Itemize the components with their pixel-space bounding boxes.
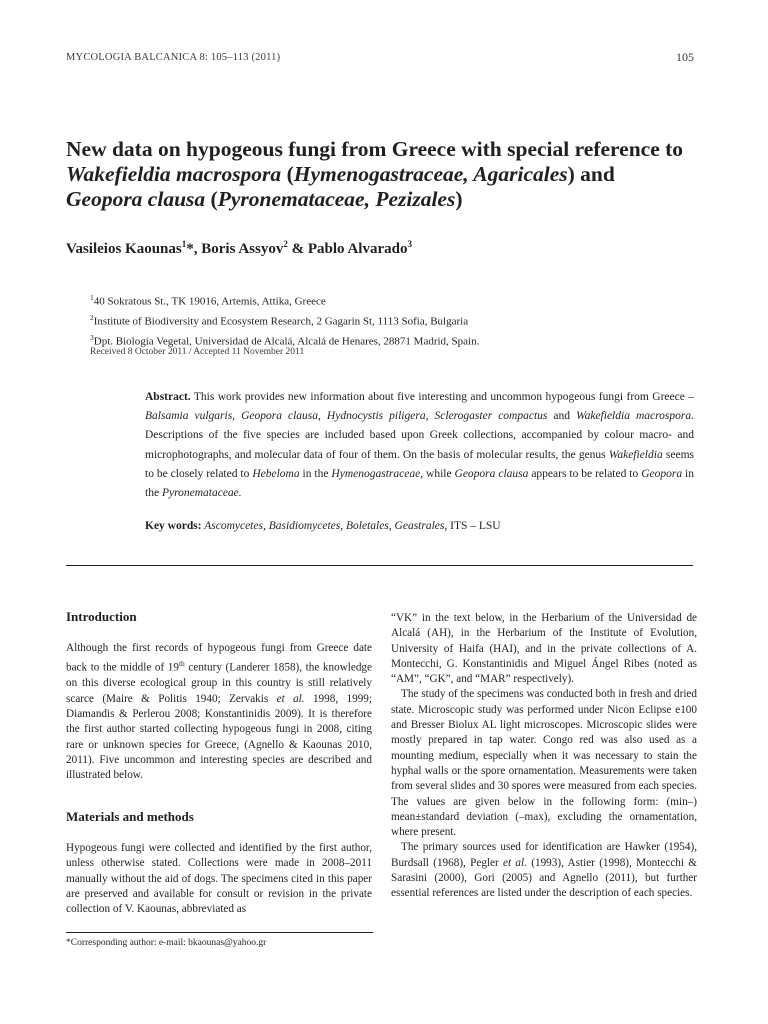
right-column-text [391, 611, 697, 902]
introduction-heading: Introduction [66, 609, 137, 624]
affiliation-1: $^1$40 Sokratous St., TK 19016, Artemis, Attika, Greece [90, 293, 326, 308]
abstract: Abstract. This work provides new information about five interesting and uncommon hypogeous fungi from Greece – Balsamia vulgaris, Geopora clausa, Hydnocystis piligera, Sclerogaster compactus and Wakefieldia macrospora. Descriptions of the five species are included based upon Greek collections, accompanied by colour macro- and microphotographs, and molecular data of four of them. On the basis of molecular results, the genus Wakefieldia seems to be closely related to Hebeloma in the Hymenogastraceae, while Geopora clausa appears to be related to Geopora in the Pyronemataceae. [145, 391, 695, 500]
keywords-label: Key words: [145, 520, 202, 532]
author-3: Pablo Alvarado [307, 241, 408, 257]
introduction-text: Although the first records of hypogeous fungi from Greece date back to the middle of 19th century (Landerer 1858), the knowledge on this diverse ecological group in this country is still relatively scarce (Maire & Politis 1940; Zervakis et al. 1998, 1999; Diamandis & Perlerou 2008; Konstantinidis 2009). It is therefore the first author started collecting hypogeous fungi in 2008, citing rare or unknown species for Greece, (Agnello & Kaounas 2010, 2011). Five uncommon and interesting species are described and illustrated below. [66, 642, 373, 782]
author-1: Vasileios Kaounas [66, 241, 182, 257]
paragraph: “VK” in the text below, in the Herbarium of the Universidad de Alcalá (AH), in the Herbarium of the Institute of Evolution, University of Haifa (HAI), and in the private collections of A. Montecchi, G. Konstantinidis and Miguel Ángel Ribes (noted as “AM”, “GK”, and “MAR” respectively). [391, 612, 697, 686]
affiliation-3: $^3$Dpt. Biología Vegetal, Universidad de Alcalá, Alcalá de Henares, 28871 Madrid, Spain. [90, 333, 480, 348]
title-family-2: Pyronemataceae, Pezizales [217, 187, 456, 211]
footnote-rule [66, 932, 373, 933]
corresponding-author-footnote: *Corresponding author: e-mail: bkaounas@yahoo.gr [66, 938, 267, 948]
materials-methods-text: Hypogeous fungi were collected and identified by the first author, unless otherwise stated. Collections were made in 2008–2011 manually without the aid of dogs. The specimens cited in this paper are preserved and available for consult or revision in the private collection of V. Kaounas, abbreviated as [66, 842, 372, 916]
title-species-2: Geopora clausa [66, 187, 206, 211]
paper-title: New data on hypogeous fungi from Greece with special reference to Wakefieldia macrospora (Hymenogastraceae, Agaricales) and Geopora clausa (Pyronemataceae, Pezizales) [66, 137, 684, 211]
keywords: Key words: Ascomycetes, Basidiomycetes, Boletales, Geastrales, ITS – LSU [145, 520, 501, 532]
affiliations [90, 290, 479, 350]
author-2: Boris Assyov [201, 241, 284, 257]
author-list: Vasileios Kaounas$^1$*, Boris Assyov$^2$ & Pablo Alvarado$^3$ [66, 239, 412, 257]
paragraph: The primary sources used for identification are Hawker (1954), Burdsall (1968), Pegler et al. (1993), Astier (1998), Montecchi & Sarasini (2000), Gori (2005) and Agnello (2011), but further essential references are listed under the description of each species. [391, 841, 697, 900]
paragraph: The study of the specimens was conducted both in fresh and dried state. Microscopic study was performed under Nicon Eclipse e100 and Bresser Biolux AL light microscopes. Microscopic slides were mostly prepared in tap water. Congo red was also used as a mounting medium, especially when it was necessary to stain the hyphal walls or the spore ornamentation. Measurements were taken from several slides and 30 spores were measured from each species. The values are given below in the following form: (min–) mean±standard deviation (–max), excluding the ornamentation, where present. [391, 688, 697, 839]
running-header: MYCOLOGIA BALCANICA 8: 105–113 (2011) [66, 52, 281, 63]
section-divider [66, 565, 693, 566]
materials-methods-heading: Materials and methods [66, 809, 194, 824]
affiliation-2: $^2$Institute of Biodiversity and Ecosystem Research, 2 Gagarin St, 1113 Sofia, Bulgaria [90, 313, 469, 328]
abstract-label: Abstract. [145, 391, 191, 403]
title-species-1: Wakefieldia macrospora [66, 162, 282, 186]
page-number: 105 [676, 50, 694, 64]
received-accepted-dates: Received 8 October 2011 / Accepted 11 November 2011 [90, 347, 305, 357]
title-family-1: Hymenogastraceae, Agaricales [293, 162, 568, 186]
